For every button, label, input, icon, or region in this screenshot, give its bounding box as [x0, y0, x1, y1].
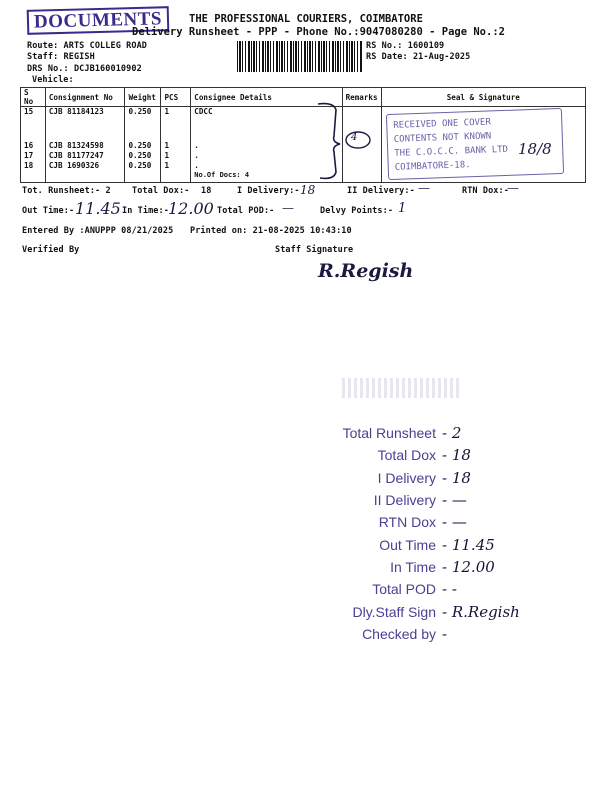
barcode [237, 41, 362, 72]
out-time-value: 11.45 [75, 199, 121, 218]
summary-row: In Time - 12.00 [390, 557, 495, 576]
table-row: 15 CJB 81184123 0.250 1 CDCC [21, 107, 586, 141]
table-row: 16 CJB 81324598 0.250 1 . [21, 141, 586, 151]
col-weight: Weight [125, 88, 161, 107]
entered-by: Entered By :ANUPPP 08/21/2025 [22, 226, 174, 236]
rtn-dox-label: RTN Dox:- [462, 186, 509, 196]
summary-row: Dly.Staff Sign - R.Regish [352, 602, 520, 621]
table-row: 18 CJB 1690326 0.250 1 . [21, 161, 586, 171]
summary-row: RTN Dox - — [378, 513, 467, 532]
tot-runsheet: Tot. Runsheet:- 2 [22, 186, 111, 196]
delvy-points-value: 1 [398, 201, 407, 216]
i-delivery-value: 18 [300, 183, 316, 197]
runsheet-title: Delivery Runsheet - PPP - Phone No.:9047080280 - Page No.:2 [132, 26, 505, 38]
summary-row: Checked by - [362, 624, 448, 643]
staff-signature: R.Regish [318, 260, 414, 282]
total-dox-label: Total Dox:- [132, 186, 190, 196]
summary-row: Total Dox - 18 [377, 446, 471, 465]
summary-row: II Delivery - — [373, 491, 467, 510]
summary-row: Total Runsheet - 2 [342, 424, 462, 443]
route: Route: ARTS COLLEG ROAD [27, 41, 148, 51]
seal-signature: 18/8 [518, 140, 552, 158]
rtn-dox-value: — [507, 181, 519, 195]
rs-number: RS No.: 1600109 [366, 41, 445, 51]
i-delivery-label: I Delivery:- [237, 186, 300, 196]
col-remarks: Remarks [342, 88, 381, 107]
printed-on: Printed on: 21-08-2025 10:43:10 [190, 226, 352, 236]
summary-row: Total POD - - [372, 580, 457, 599]
col-pcs: PCS [161, 88, 191, 107]
verified-by: Verified By [22, 245, 80, 255]
in-time-label: In Time:- [122, 206, 169, 216]
faint-stamp-mark [342, 378, 462, 398]
summary-row: I Delivery - 18 [377, 468, 471, 487]
staff-signature-label: Staff Signature [275, 245, 354, 255]
delvy-points-label: Delvy Points:- [320, 206, 394, 216]
company-name: THE PROFESSIONAL COURIERS, COIMBATORE [189, 13, 423, 25]
no-of-docs: No.Of Docs: 4 [191, 171, 342, 183]
in-time-value: 12.00 [168, 199, 214, 218]
total-pod-label: Total POD:- [217, 206, 275, 216]
col-seal: Seal & Signature [381, 88, 585, 107]
vehicle: Vehicle: [32, 75, 74, 85]
out-time-label: Out Time:- [22, 206, 75, 216]
table-header-row [21, 88, 586, 107]
col-consignment: Consignment No [45, 88, 125, 107]
total-pod-value: — [282, 201, 294, 215]
bank-seal-stamp: RECEIVED ONE COVER CONTENTS NOT KNOWN THE C.O.C.C. BANK LTD COIMBATORE-18. [386, 108, 564, 180]
total-dox-value: 18 [201, 186, 212, 196]
remark-count: 4 [351, 132, 358, 143]
documents-stamp: DOCUMENTS [27, 6, 170, 35]
drs-number: DRS No.: DCJB160010902 [27, 64, 142, 74]
col-consignee: Consignee Details [191, 88, 342, 107]
ii-delivery-label: II Delivery:- [347, 186, 415, 196]
rs-date: RS Date: 21-Aug-2025 [366, 52, 471, 62]
summary-block [236, 422, 576, 645]
ii-delivery-value: — [418, 181, 430, 195]
brace-mark [310, 100, 390, 182]
table-row: 17 CJB 81177247 0.250 1 . [21, 151, 586, 161]
col-sno: S No [21, 88, 46, 107]
staff: Staff: REGISH [27, 52, 95, 62]
summary-row: Out Time - 11.45 [379, 535, 495, 554]
